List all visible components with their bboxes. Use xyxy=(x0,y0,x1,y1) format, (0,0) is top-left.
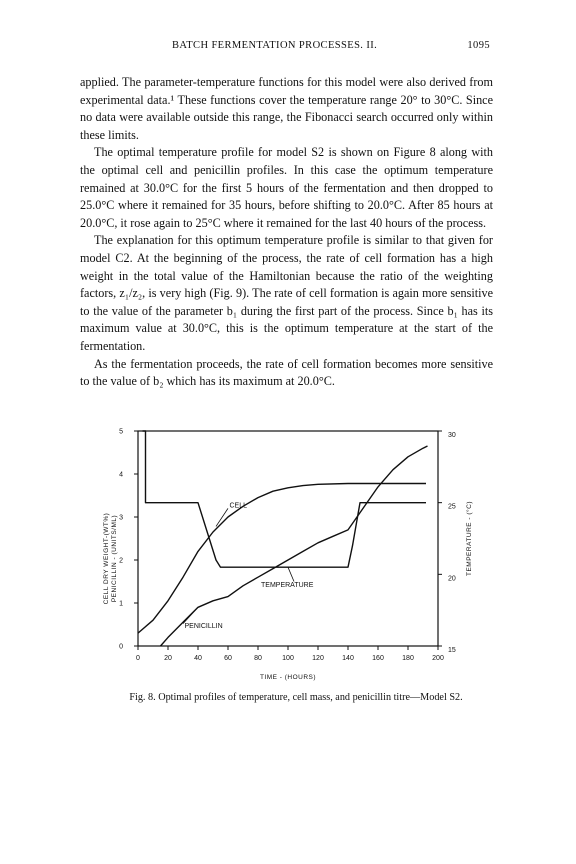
x-tick-label: 100 xyxy=(282,655,294,662)
x-tick-label: 200 xyxy=(432,655,444,662)
x-tick-label: 60 xyxy=(224,655,232,662)
paragraph: The optimal temperature profile for model S2 is shown on Figure 8 along with the optimal cell and penicillin profiles. In this case the optimum temperature remained at 30.0°C for the first 5 hours of the fermentation and then dropped to 25.0°C where it remained for 35 hours, before shifting to 20.0°C. After 85 hours at 20.0°C, it rose again to 25°C where it remained for the last 40 hours of the process. xyxy=(80,145,493,230)
y-right-tick-label: 25 xyxy=(448,503,456,511)
series-line-penicillin xyxy=(161,446,428,646)
paragraph: The explanation for this optimum temperature profile is similar to that given for model C2. At the beginning of the process, the rate of cell formation has a high weight in the total value of the Hamiltonian because the ratio of the weighting factors, z₁/z₂, is very high (Fig. 9). The rate of cell formation is again more sensitive to the value of the parameter b₁ during the first part of the process. Since b₁ has its maximum value at 30.0°C, this is the optimum temperature at the start of the fermentation. xyxy=(80,233,493,353)
y-left-axis-title: PENICILLIN - (UNITS/ML) xyxy=(111,514,118,603)
page-number: 1095 xyxy=(467,40,490,51)
figure-8 xyxy=(98,422,478,692)
x-tick-label: 40 xyxy=(194,655,202,662)
y-left-tick-label: 5 xyxy=(119,428,123,436)
x-tick-label: 20 xyxy=(164,655,172,662)
y-left-tick-label: 4 xyxy=(119,471,123,479)
paragraph: As the fermentation proceeds, the rate of cell formation becomes more sensitive to the value of b₂ which has its maximum at 20.0°C. xyxy=(80,356,493,389)
plot-frame xyxy=(138,431,438,646)
x-axis-title: TIME - (HOURS) xyxy=(259,674,317,681)
y-left-tick-label: 3 xyxy=(119,514,123,522)
temperature-label-leader xyxy=(288,567,294,581)
y-left-tick-label: 2 xyxy=(119,557,123,565)
x-tick-label: 80 xyxy=(254,655,262,662)
series-label-penicillin: PENICILLIN xyxy=(184,622,223,630)
x-tick-label: 140 xyxy=(342,655,354,662)
series-line-temperature xyxy=(143,431,427,567)
series-label-cell: CELL xyxy=(229,502,248,510)
y-left-axis-title: CELL DRY WEIGHT-(WT%) xyxy=(103,512,110,605)
running-title: BATCH FERMENTATION PROCESSES. II. xyxy=(172,40,378,51)
x-tick-label: 180 xyxy=(402,655,414,662)
series-line-cell xyxy=(138,484,426,634)
chart xyxy=(98,422,478,692)
paragraph: applied. The parameter-temperature functions for this model were also derived from experimental data.¹ These functions cover the temperature range 20° to 30°C. Since no data were available outside this range, the Fibonacci search occurred only within these limits. xyxy=(80,75,493,142)
y-left-tick-label: 0 xyxy=(119,643,123,651)
x-tick-label: 0 xyxy=(136,655,140,662)
figure-caption: Fig. 8. Optimal profiles of temperature, cell mass, and penicillin titre—Model S2. xyxy=(129,692,463,703)
page-header xyxy=(80,40,490,56)
series-label-temperature: TEMPERATURE xyxy=(261,582,314,590)
y-right-tick-label: 15 xyxy=(448,647,456,654)
y-right-axis-title: TEMPERATURE - (°C) xyxy=(466,500,473,577)
x-tick-label: 160 xyxy=(372,655,384,662)
y-right-tick-label: 20 xyxy=(448,575,456,583)
y-left-tick-label: 1 xyxy=(119,600,123,608)
x-tick-label: 120 xyxy=(312,655,324,662)
y-right-tick-label: 30 xyxy=(448,432,456,439)
penicillin-label-leader xyxy=(183,607,198,623)
body-text xyxy=(80,74,493,391)
